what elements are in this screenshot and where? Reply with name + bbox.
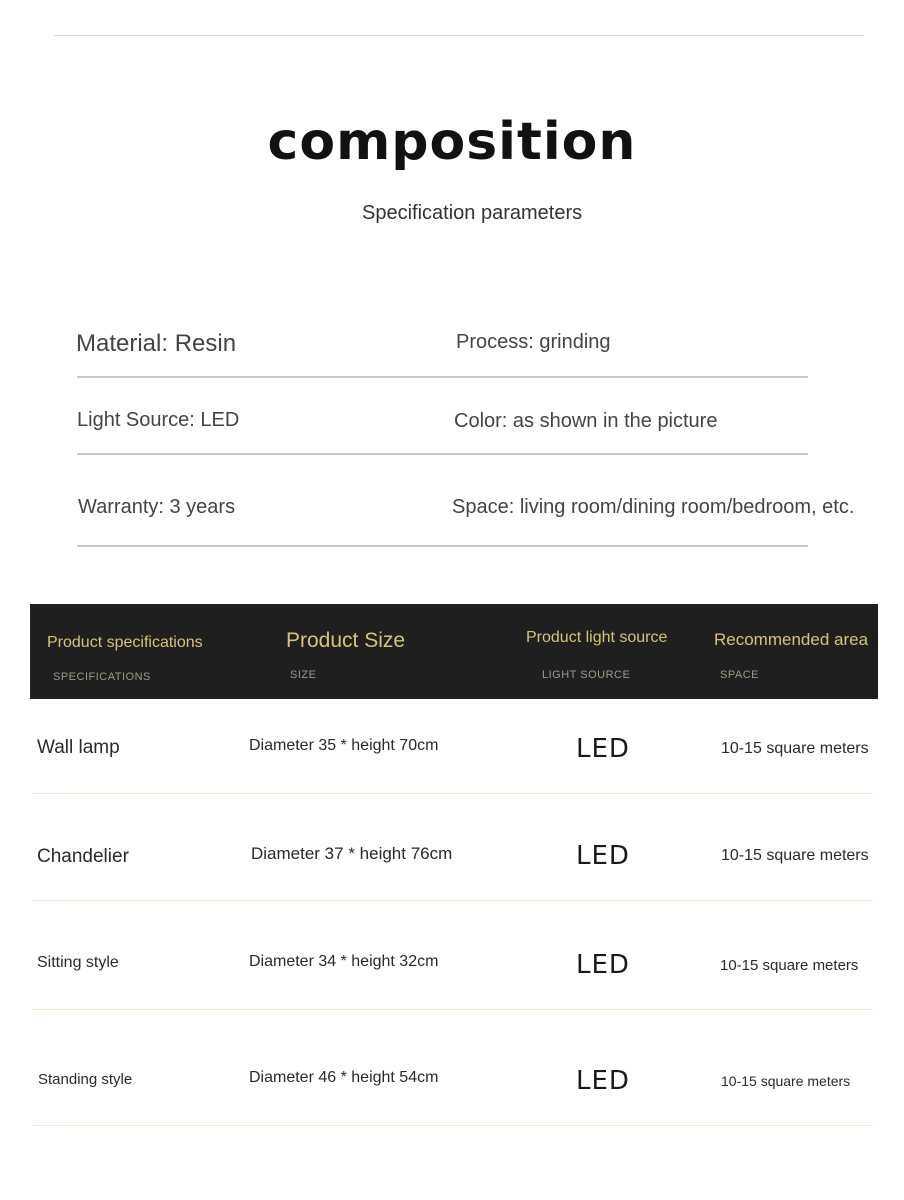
row-divider xyxy=(33,900,873,901)
row-size: Diameter 34 * height 32cm xyxy=(249,953,439,970)
row-spec: Standing style xyxy=(38,1071,133,1088)
spec-divider xyxy=(77,545,808,547)
spec-color: Color: as shown in the picture xyxy=(454,410,718,432)
row-divider xyxy=(33,1009,873,1010)
row-light: LED xyxy=(576,950,630,980)
header-area: Recommended area xyxy=(714,630,869,649)
header-size: Product Size xyxy=(286,629,406,652)
header-specifications: Product specifications xyxy=(47,634,203,651)
spec-divider xyxy=(77,376,808,378)
spec-divider xyxy=(77,453,808,455)
row-divider xyxy=(33,793,873,794)
header-area-sub: SPACE xyxy=(720,669,759,681)
row-area: 10-15 square meters xyxy=(721,740,869,757)
row-area: 10-15 square meters xyxy=(721,847,869,864)
header-light-source: Product light source xyxy=(526,629,668,646)
spec-material: Material: Resin xyxy=(76,330,237,357)
row-area: 10-15 square meters xyxy=(721,1073,851,1089)
row-area: 10-15 square meters xyxy=(720,957,859,974)
row-size: Diameter 35 * height 70cm xyxy=(249,737,439,754)
row-light: LED xyxy=(576,841,630,871)
row-light: LED xyxy=(576,1066,630,1096)
header-light-source-sub: LIGHT SOURCE xyxy=(542,669,631,681)
table-header xyxy=(30,604,878,699)
row-divider xyxy=(33,1125,873,1126)
row-spec: Sitting style xyxy=(37,954,119,971)
row-size: Diameter 46 * height 54cm xyxy=(249,1069,439,1086)
spec-space: Space: living room/dining room/bedroom, etc. xyxy=(452,496,855,518)
top-divider xyxy=(54,35,864,36)
row-light: LED xyxy=(576,734,630,764)
page-subtitle: Specification parameters xyxy=(362,202,583,224)
spec-process: Process: grinding xyxy=(456,331,611,353)
row-spec: Wall lamp xyxy=(37,737,120,758)
page-title: composition xyxy=(267,112,637,172)
spec-warranty: Warranty: 3 years xyxy=(78,496,236,518)
header-specifications-sub: SPECIFICATIONS xyxy=(53,671,151,683)
header-size-sub: SIZE xyxy=(290,669,317,681)
spec-light-source: Light Source: LED xyxy=(77,409,240,431)
row-size: Diameter 37 * height 76cm xyxy=(251,844,453,863)
row-spec: Chandelier xyxy=(37,846,129,867)
